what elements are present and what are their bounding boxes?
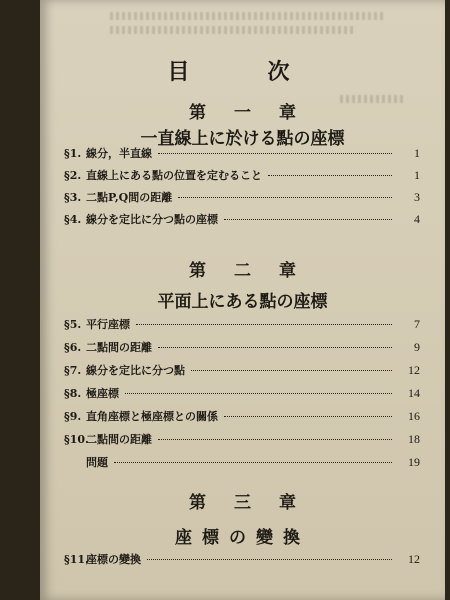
chapter-1-title: 一直線上に於ける點の座標 xyxy=(140,129,345,149)
leader-dots xyxy=(158,152,392,154)
toc-title: 目 次 xyxy=(167,59,318,85)
page-number: 1 xyxy=(414,145,420,160)
page-number: 12 xyxy=(408,362,420,377)
toc-entry[interactable]: §9. 直角座標と極座標との關係 16 xyxy=(64,408,420,423)
toc-entry[interactable]: §7. 線分を定比に分つ點 12 xyxy=(64,362,420,377)
bleed-through-text xyxy=(110,26,355,34)
toc-entry[interactable]: §4. 線分を定比に分つ點の座標 4 xyxy=(64,211,420,226)
toc-entry[interactable]: §6. 二點間の距離 9 xyxy=(64,339,420,354)
chapter-2-title: 平面上にある點の座標 xyxy=(157,292,328,312)
leader-dots xyxy=(147,558,392,560)
page-number: 7 xyxy=(414,316,420,331)
bleed-through-text xyxy=(110,12,385,20)
page-number: 9 xyxy=(414,339,420,354)
book-page xyxy=(40,0,445,600)
page-number: 12 xyxy=(408,551,420,566)
page-number: 14 xyxy=(408,385,420,400)
page-number: 19 xyxy=(408,454,420,469)
toc-entry[interactable]: §10. 二點間の距離 18 xyxy=(64,431,420,446)
leader-dots xyxy=(191,369,392,371)
leader-dots xyxy=(158,438,392,440)
toc-entry[interactable]: §5. 平行座標 7 xyxy=(64,316,420,331)
leader-dots xyxy=(125,392,392,394)
leader-dots xyxy=(136,323,392,325)
leader-dots xyxy=(224,218,392,220)
page-number: 4 xyxy=(414,211,420,226)
chapter-1-label: 第 一 章 xyxy=(189,103,296,123)
toc-entry[interactable]: §1. 線分，半直線 1 xyxy=(64,145,420,160)
leader-dots xyxy=(178,196,392,198)
page-number: 1 xyxy=(414,167,420,182)
toc-entry[interactable]: 問題 19 xyxy=(86,454,420,469)
page-number: 3 xyxy=(414,189,420,204)
chapter-2-label: 第 二 章 xyxy=(189,261,296,281)
toc-entry[interactable]: §8. 極座標 14 xyxy=(64,385,420,400)
chapter-3-label: 第 三 章 xyxy=(189,493,296,513)
page-number: 16 xyxy=(408,408,420,423)
toc-entry[interactable]: §2. 直線上にある點の位置を定むること 1 xyxy=(64,167,420,182)
leader-dots xyxy=(268,174,392,176)
toc-entry[interactable]: §3. 二點P,Q間の距離 3 xyxy=(64,189,420,204)
leader-dots xyxy=(224,415,392,417)
leader-dots xyxy=(158,346,392,348)
toc-entry[interactable]: §11. 座標の變換 12 xyxy=(64,551,420,566)
page-number: 18 xyxy=(408,431,420,446)
chapter-3-title: 座標の變換 xyxy=(175,528,310,548)
leader-dots xyxy=(114,461,392,463)
